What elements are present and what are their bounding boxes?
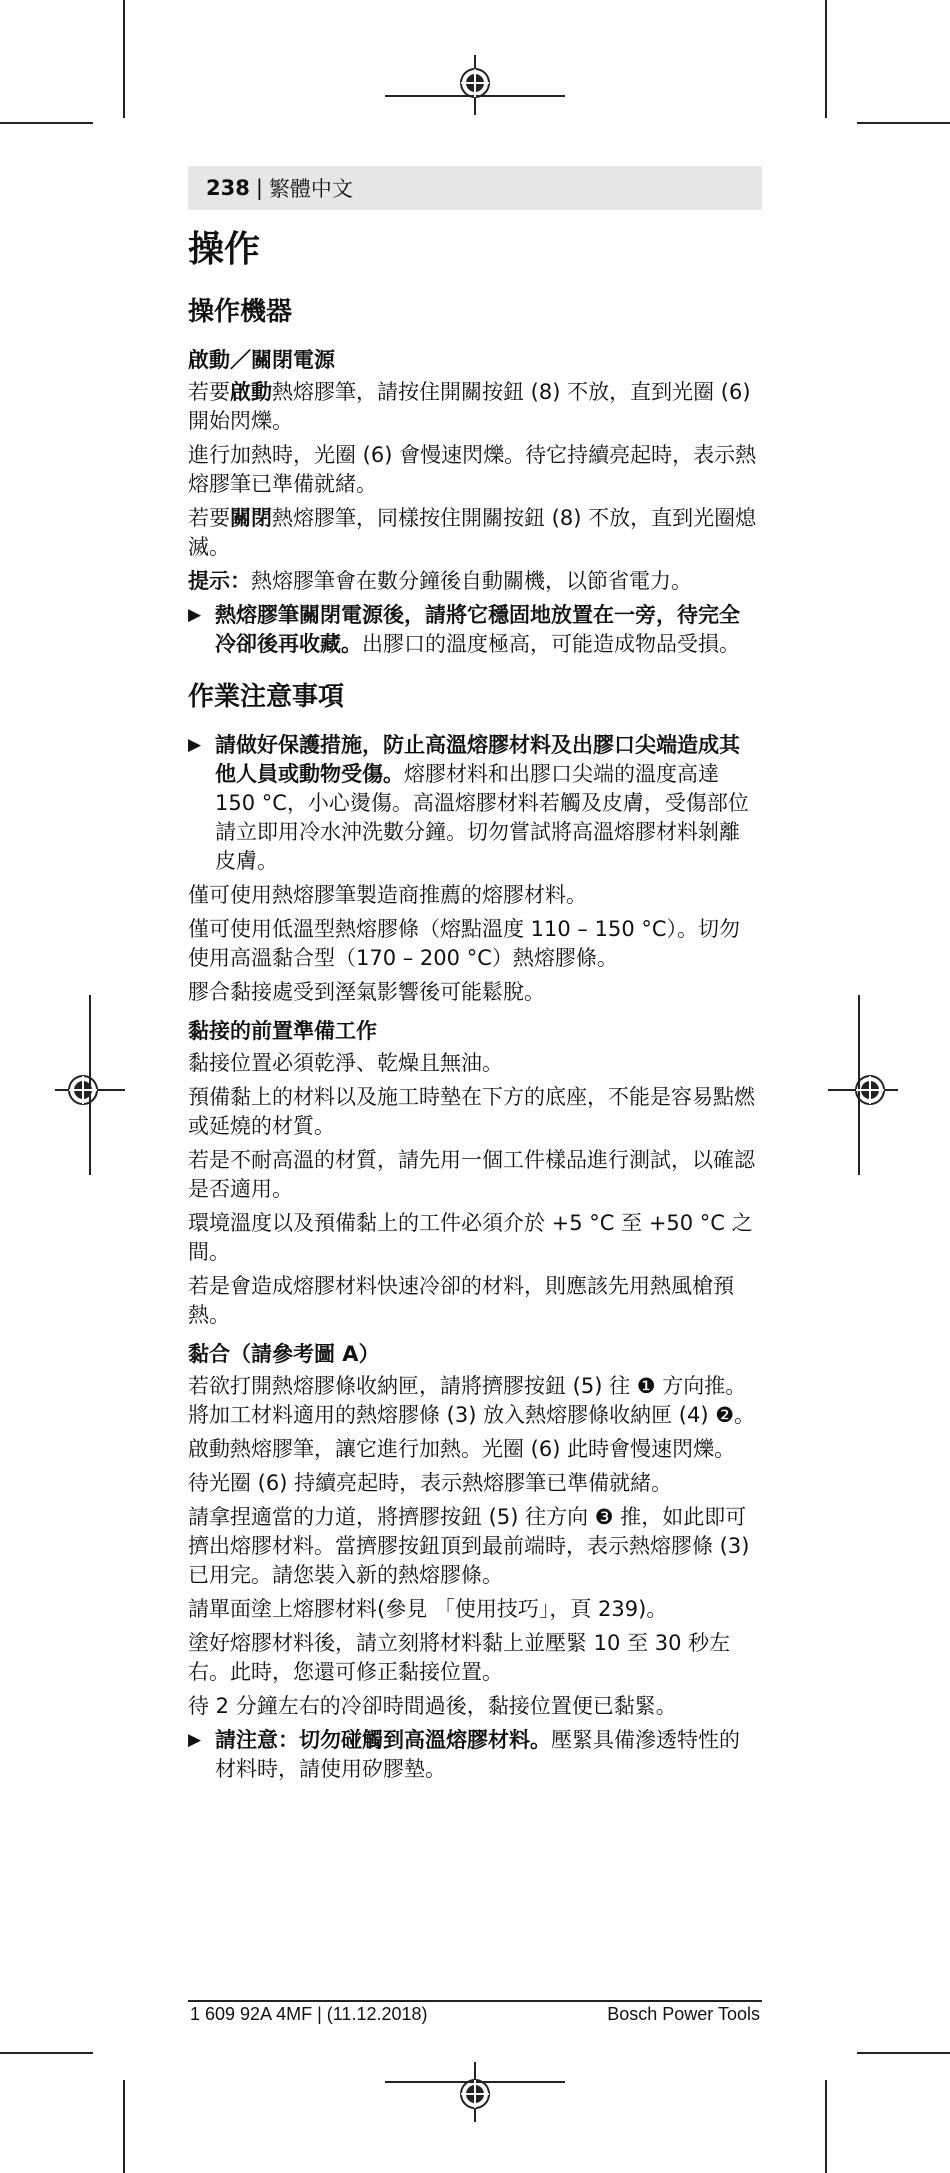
page-content [188, 228, 758, 1789]
section-heading-operate-machine: 操作機器 [188, 297, 293, 327]
note-paragraph: 提示：熱熔膠筆會在數分鐘後自動關機，以節省電力。 [188, 569, 692, 593]
paragraph: 若欲打開熱熔膠條收納匣，請將擠膠按鈕 (5) 往 ❶ 方向推。將加工材料適用的熱熔膠條 (3) 放入熱熔膠條收納匣 (4) ❷。 [188, 1374, 756, 1427]
header-language: 繁體中文 [268, 177, 353, 201]
registration-mark-icon [55, 1060, 125, 1120]
registration-mark-icon [828, 1060, 898, 1120]
paragraph: 啟動熱熔膠筆，讓它進行加熱。光圈 (6) 此時會慢速閃爍。 [188, 1437, 736, 1461]
crop-mark [857, 122, 950, 124]
paragraph: 請單面塗上熔膠材料(參見 「使用技巧」，頁 239)。 [188, 1597, 668, 1621]
bullet-triangle-icon: ▶ [188, 605, 202, 625]
paragraph: 若要關閉熱熔膠筆，同樣按住開關按鈕 (8) 不放，直到光圈熄滅。 [188, 506, 757, 559]
section-heading-work-notes: 作業注意事項 [188, 682, 345, 712]
footer-divider [188, 2000, 762, 2002]
page-header [188, 166, 762, 210]
footer-brand: Bosch Power Tools [607, 2004, 760, 2024]
bullet-triangle-icon: ▶ [188, 735, 202, 755]
warning-bullet: ▶ 請做好保護措施，防止高溫熔膠材料及出膠口尖端造成其他人員或動物受傷。熔膠材料和出膠口尖端的溫度高達 150 °C，小心燙傷。高溫熔膠材料若觸及皮膚，受傷部位請立即用冷水沖洗數分鐘。切勿嘗試將高溫熔膠材料剝離皮膚。 [188, 731, 758, 876]
bullet-triangle-icon: ▶ [188, 1730, 202, 1750]
warning-bullet: ▶ 熱熔膠筆關閉電源後，請將它穩固地放置在一旁，待完全冷卻後再收藏。出膠口的溫度極高，可能造成物品受損。 [188, 601, 758, 659]
paragraph: 黏接位置必須乾淨、乾燥且無油。 [188, 1051, 503, 1075]
subsection-heading-preparation: 黏接的前置準備工作 [188, 1019, 377, 1043]
paragraph: 僅可使用熱熔膠筆製造商推薦的熔膠材料。 [188, 883, 587, 907]
registration-mark-icon [385, 55, 565, 115]
paragraph: 環境溫度以及預備黏上的工件必須介於 +5 °C 至 +50 °C 之間。 [188, 1211, 753, 1264]
subsection-heading-gluing: 黏合（請參考圖 A） [188, 1342, 380, 1366]
paragraph: 若是會造成熔膠材料快速冷卻的材料，則應該先用熱風槍預熱。 [188, 1274, 734, 1327]
paragraph: 膠合黏接處受到溼氣影響後可能鬆脫。 [188, 980, 545, 1004]
paragraph: 進行加熱時，光圈 (6) 會慢速閃爍。待它持續亮起時，表示熱熔膠筆已準備就緒。 [188, 443, 757, 496]
subsection-heading-power: 啟動／關閉電源 [188, 348, 335, 372]
paragraph: 請拿捏適當的力道，將擠膠按鈕 (5) 往方向 ❸ 推，如此即可擠出熔膠材料。當擠膠按鈕頂到最前端時，表示熱熔膠條 (3) 已用完。請您裝入新的熱熔膠條。 [188, 1505, 750, 1587]
paragraph: 塗好熔膠材料後，請立刻將材料黏上並壓緊 10 至 30 秒左右。此時，您還可修正黏接位置。 [188, 1631, 731, 1684]
crop-mark [825, 0, 827, 118]
paragraph: 待 2 分鐘左右的冷卻時間過後，黏接位置便已黏緊。 [188, 1694, 677, 1718]
crop-mark [825, 2080, 827, 2173]
paragraph: 若是不耐高溫的材質，請先用一個工件樣品進行測試，以確認是否適用。 [188, 1148, 755, 1201]
registration-mark-icon [385, 2062, 565, 2122]
crop-mark [857, 2052, 950, 2054]
header-separator: | [255, 176, 263, 200]
paragraph: 待光圈 (6) 持續亮起時，表示熱熔膠筆已準備就緒。 [188, 1471, 673, 1495]
paragraph: 若要啟動熱熔膠筆，請按住開關按鈕 (8) 不放，直到光圈 (6) 開始閃爍。 [188, 380, 751, 433]
crop-mark [0, 122, 93, 124]
footer-document-id: 1 609 92A 4MF | (11.12.2018) [190, 2004, 428, 2024]
paragraph: 預備黏上的材料以及施工時墊在下方的底座，不能是容易點燃或延燒的材質。 [188, 1085, 755, 1138]
warning-bullet: ▶ 請注意：切勿碰觸到高溫熔膠材料。壓緊具備滲透特性的材料時，請使用矽膠墊。 [188, 1726, 758, 1784]
crop-mark [0, 2052, 93, 2054]
paragraph: 僅可使用低溫型熱熔膠條（熔點溫度 110 – 150 °C）。切勿使用高溫黏合型（170 – 200 °C）熱熔膠條。 [188, 917, 741, 970]
page-title: 操作 [188, 229, 261, 270]
crop-mark [123, 2080, 125, 2173]
page-number: 238 [206, 176, 250, 200]
crop-mark [123, 0, 125, 118]
